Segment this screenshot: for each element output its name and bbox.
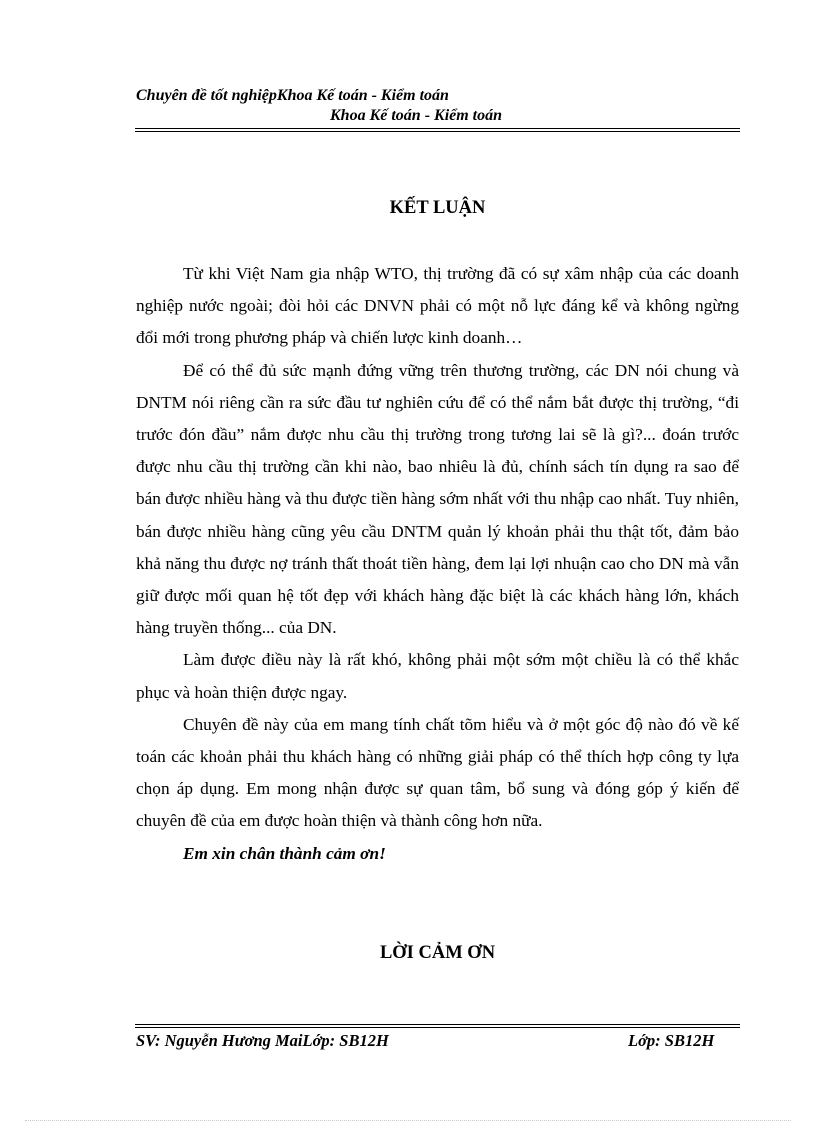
footer-student: SV: Nguyễn Hương MaiLớp: SB12H bbox=[136, 1031, 389, 1050]
header-line-2: Khoa Kế toán - Kiểm toán bbox=[330, 107, 503, 124]
header-line-1: Chuyên đề tốt nghiệpKhoa Kế toán - Kiểm toán bbox=[136, 87, 449, 104]
page-boundary bbox=[25, 1120, 791, 1121]
paragraph: Làm được điều này là rất khó, không phải một sớm một chiều là có thể khắc phục và hoàn thiện được ngay. bbox=[136, 650, 739, 702]
footer-class: Lớp: SB12H bbox=[628, 1031, 715, 1050]
paragraph: Chuyên đề này của em mang tính chất tõm hiểu và ở một góc độ nào đó về kế toán các khoản phải thu khách hàng có những giải pháp có thể thích hợp công ty lựa chọn áp dụng. Em mong nhận được sự quan tâm, bổ sung và đóng góp ý kiến để chuyên đề của em được hoàn thiện và thành công hơn nữa. bbox=[136, 714, 739, 831]
closing-thanks: Em xin chân thành cảm ơn! bbox=[183, 843, 386, 863]
paragraph: Từ khi Việt Nam gia nhập WTO, thị trường đã có sự xâm nhập của các doanh nghiệp nước ngoài; đòi hỏi các DNVN phải có một nỗ lực đáng kể và không ngừng đổi mới trong phương pháp và chiến lược kinh doanh… bbox=[136, 264, 739, 348]
conclusion-title: KẾT LUẬN bbox=[389, 198, 486, 218]
footer-rule-double bbox=[135, 1027, 740, 1028]
conclusion-body bbox=[136, 258, 739, 870]
header-rule-double bbox=[135, 131, 740, 132]
header-rule bbox=[135, 128, 740, 129]
paragraph: Để có thể đủ sức mạnh đứng vững trên thương trường, các DN nói chung và DNTM nói riêng cần ra sức đầu tư nghiên cứu để có thể nắm bắt được thị trường, “đi trước đón đầu” nắm được nhu cầu thị trường trong tương lai sẽ là gì?... đoán trước được nhu cầu thị trường cần khi nào, bao nhiêu là đủ, chính sách tín dụng ra sao để bán được nhiều hàng và thu được tiền hàng sớm nhất với thu nhập cao nhất. Tuy nhiên, bán được nhiều hàng cũng yêu cầu DNTM quản lý khoản phải thu thật tốt, đảm bảo khả năng thu được nợ tránh thất thoát tiền hàng, đem lại lợi nhuận cao cho DN mà vẫn giữ được mối quan hệ tốt đẹp với khách hàng đặc biệt là các khách hàng lớn, khách hàng truyền thống... của DN. bbox=[136, 360, 739, 638]
footer-rule bbox=[135, 1024, 740, 1025]
acknowledgement-title: LỜI CẢM ƠN bbox=[379, 943, 496, 963]
